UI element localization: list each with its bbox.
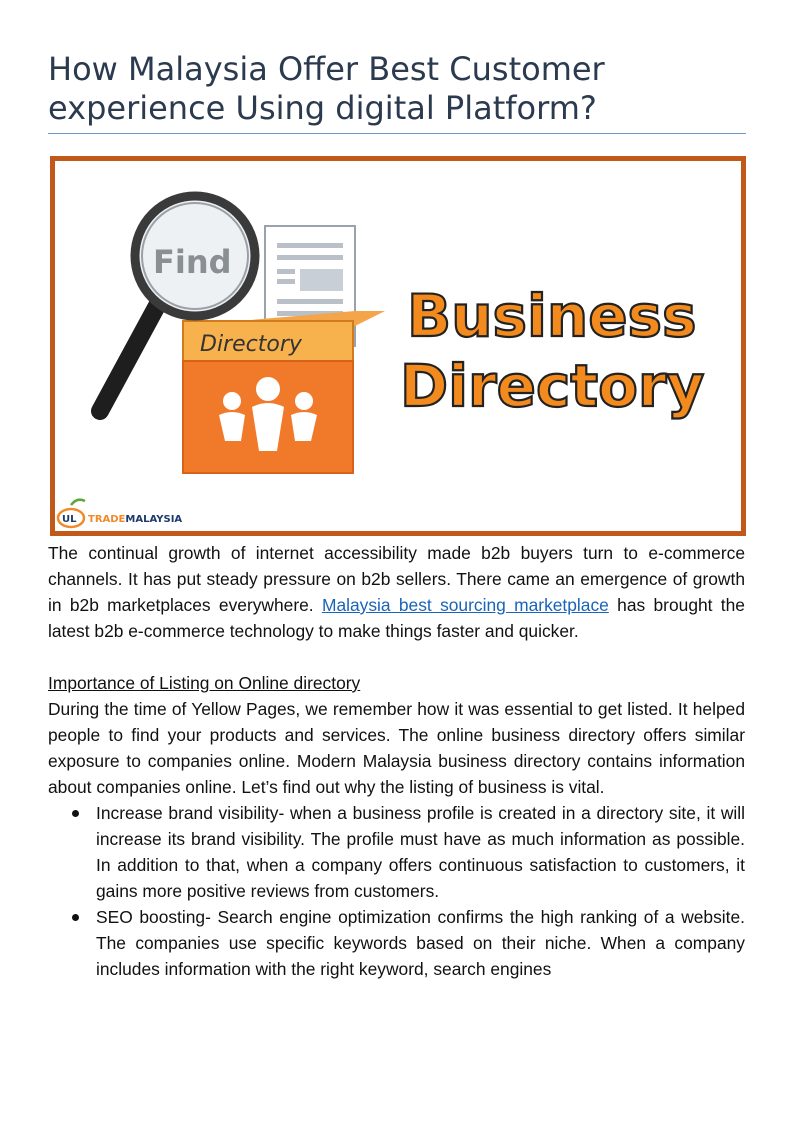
paragraph-spacer — [48, 644, 745, 670]
logo-text-malaysia: MALAYSIA — [125, 514, 183, 525]
sourcing-marketplace-link[interactable]: Malaysia best sourcing marketplace — [321, 595, 609, 615]
title-line-2: experience Using digital Platform? — [48, 89, 597, 127]
headline-directory: Directory — [400, 352, 705, 420]
page-title — [48, 50, 748, 128]
list-item: Increase brand visibility- when a business profile is created in a directory site, it will increase its brand visibility. The profile must have as much information as possible. In addition to that, when a company offers continuous satisfaction to customers, it gains more positive reviews from customers. — [48, 800, 745, 904]
hero-image — [50, 156, 746, 536]
title-line-1: How Malaysia Offer Best Customer — [48, 50, 605, 88]
trademalaysia-logo — [58, 500, 182, 527]
hero-headline — [400, 282, 704, 420]
intro-text-after: has brought the latest b2b e-commerce technology to make things faster and quicker. — [48, 595, 745, 641]
logo-badge: UL — [62, 514, 77, 525]
logo-text — [88, 514, 182, 525]
business-directory-illustration — [55, 161, 741, 531]
section-heading-text: Importance of Listing on Online directory — [48, 673, 361, 693]
article-body — [48, 540, 745, 982]
title-underline — [48, 133, 746, 134]
directory-box-label: Directory — [200, 332, 302, 357]
list-item: SEO boosting- Search engine optimization confirms the high ranking of a website. The companies use specific keywords based on their niche. When a company includes information with the right keyword, search engines — [48, 904, 745, 982]
benefits-list — [48, 800, 745, 982]
intro-text-before: The continual growth of internet accessibility made b2b buyers turn to e-commerce channels. It has put steady pressure on b2b sellers. There came an emergence of growth in b2b marketplaces everywhere. — [48, 543, 745, 615]
logo-text-trade: TRADE — [88, 514, 126, 525]
headline-business: Business — [407, 282, 697, 350]
find-label: Find — [153, 243, 232, 281]
section-heading — [48, 670, 745, 696]
intro-paragraph — [48, 540, 745, 644]
section-paragraph: During the time of Yellow Pages, we remember how it was essential to get listed. It helped people to find your products and services. The online business directory offers similar exposure to companies online. Modern Malaysia business directory contains information about companies online. Let’s find out why the listing of business is vital. — [48, 699, 745, 797]
